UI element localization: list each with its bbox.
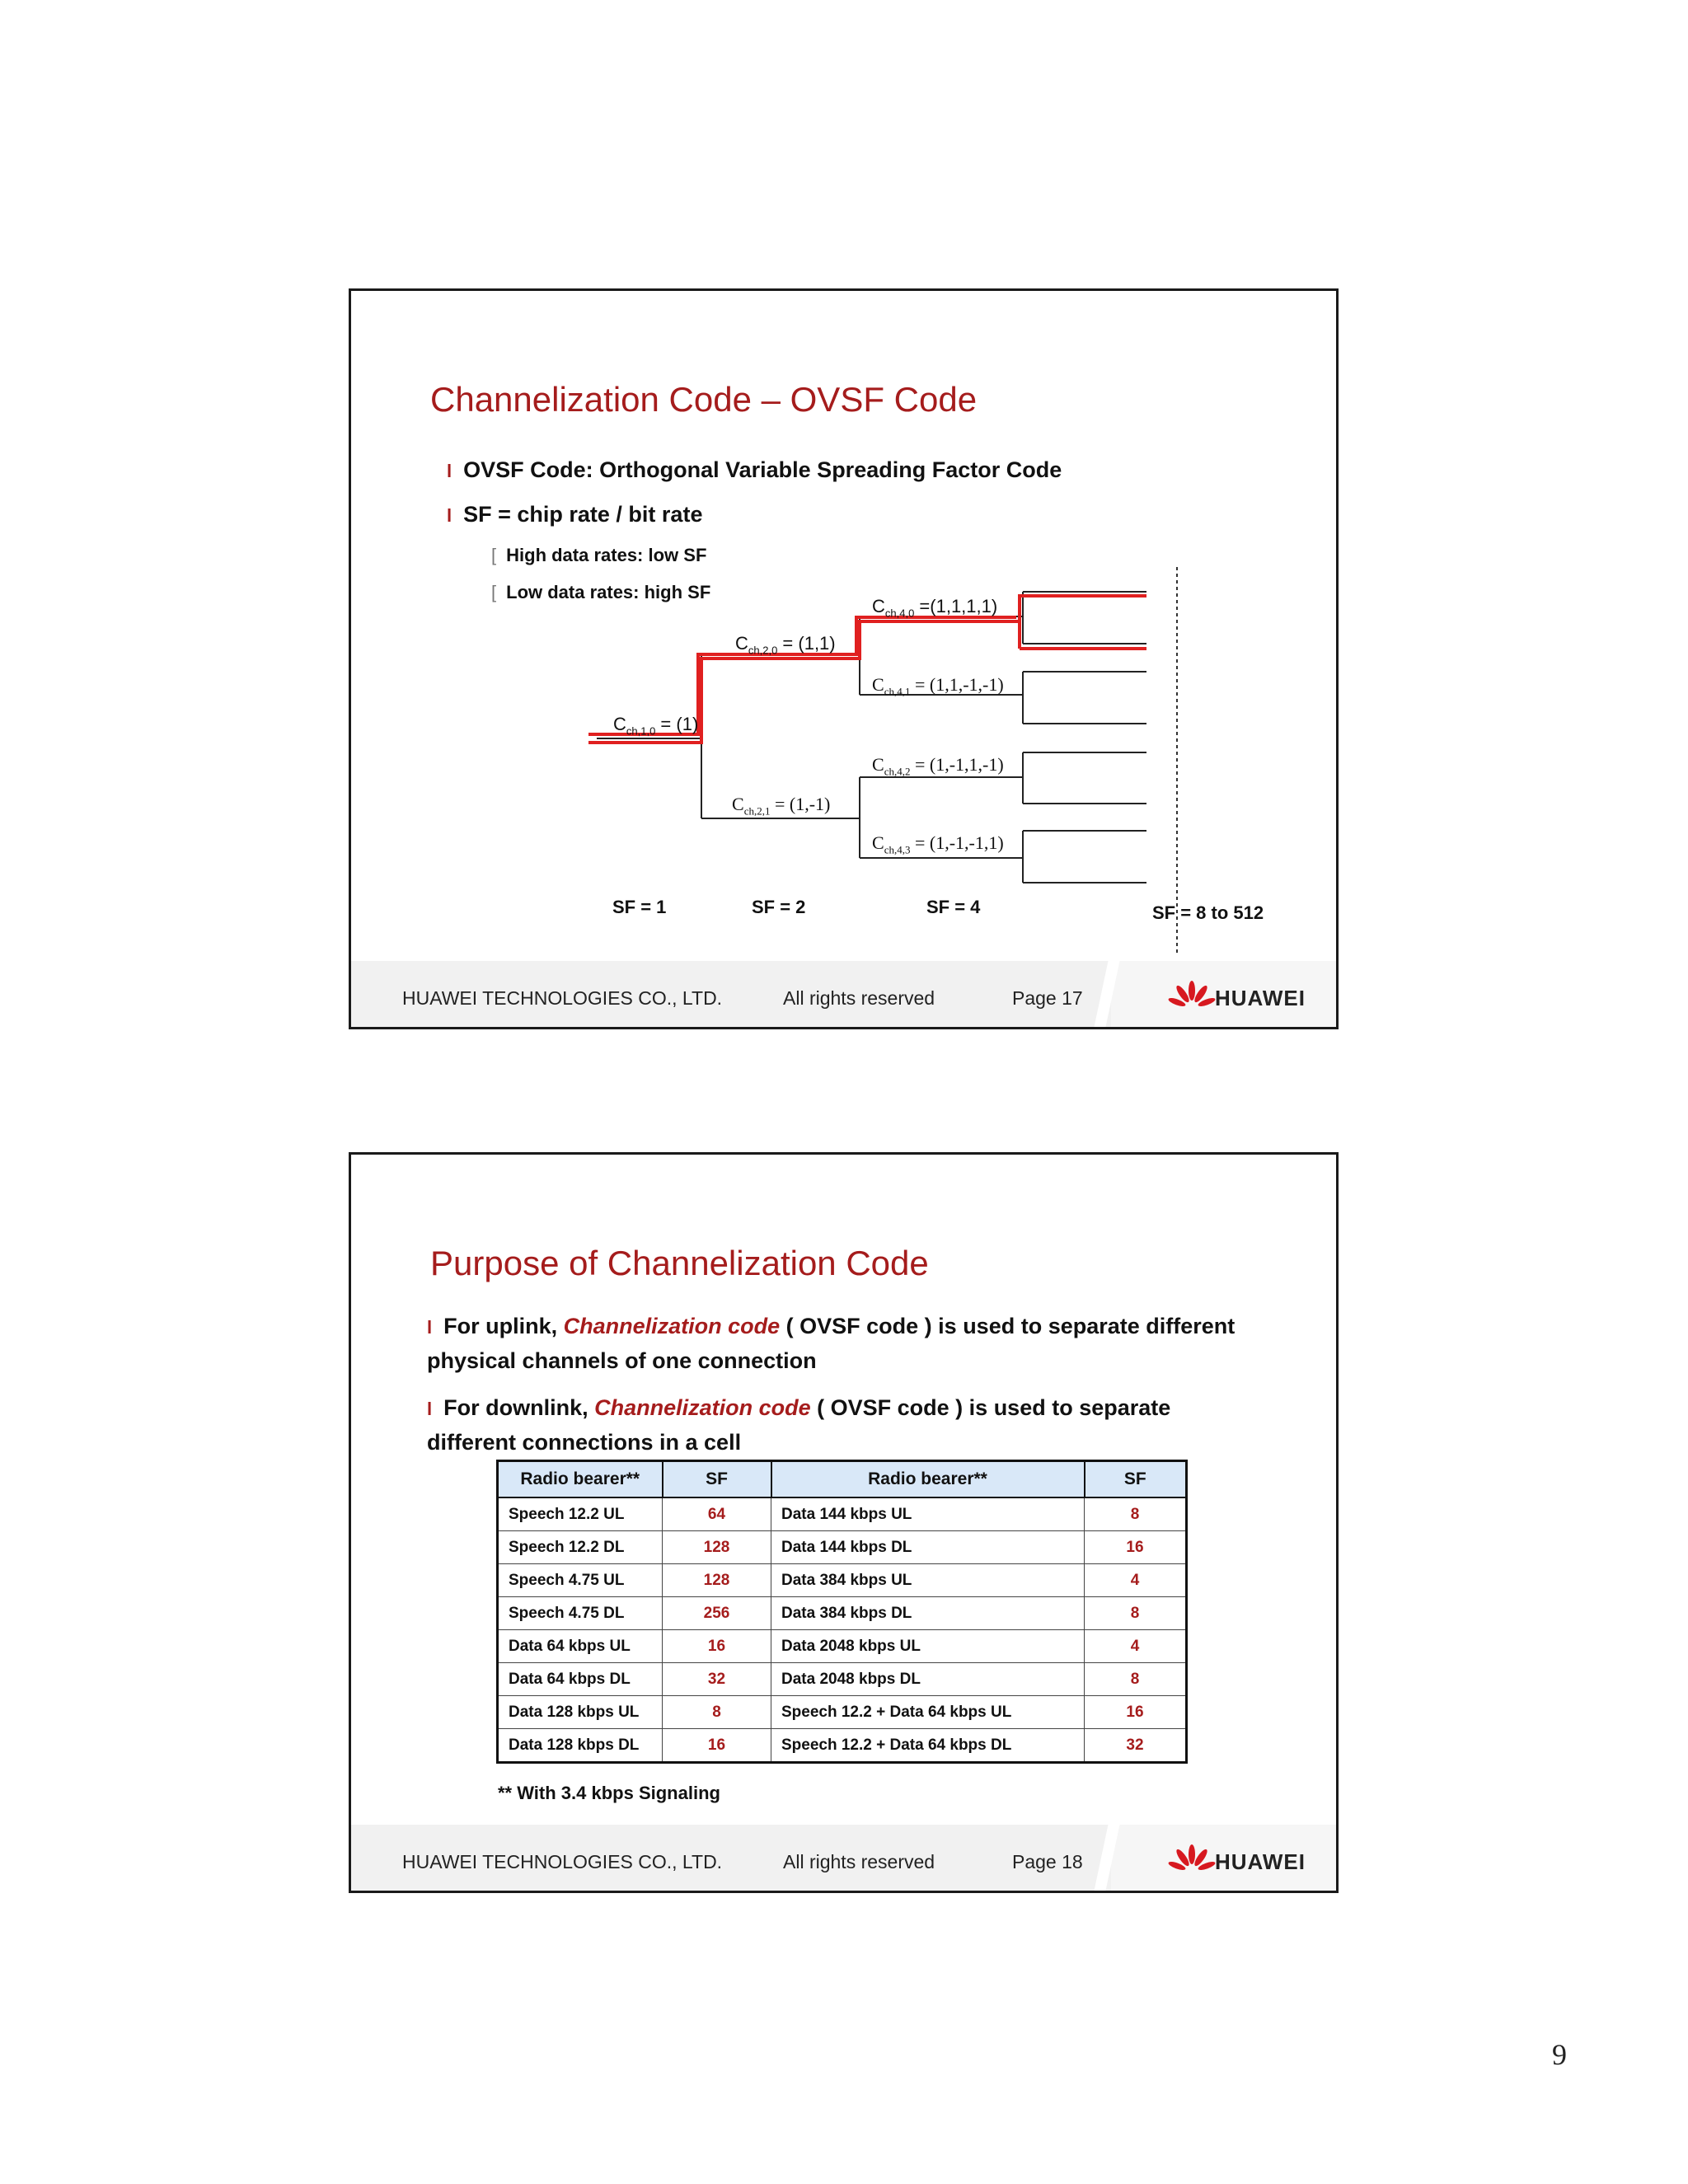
huawei-logo-text: HUAWEI bbox=[1215, 986, 1306, 1010]
para-emphasis: Channelization code bbox=[563, 1314, 781, 1338]
code-c-ch-4-0 bbox=[872, 596, 997, 619]
subbullet-text: High data rates: low SF bbox=[506, 545, 707, 565]
code-c-ch-2-0 bbox=[735, 633, 836, 656]
huawei-petal-logo-icon bbox=[1167, 979, 1217, 1015]
bearer-cell: Speech 4.75 UL bbox=[498, 1564, 663, 1597]
bearer-cell: Speech 12.2 + Data 64 kbps UL bbox=[771, 1696, 1085, 1729]
square-bullet-icon: l bbox=[427, 1399, 433, 1419]
table-row bbox=[498, 1663, 1187, 1696]
sf-label-1: SF = 1 bbox=[612, 897, 667, 917]
huawei-logo-text: HUAWEI bbox=[1215, 1849, 1306, 1874]
bearer-cell: Data 64 kbps UL bbox=[498, 1630, 663, 1663]
code-symbol: C bbox=[872, 832, 884, 853]
code-subscript: ch,4,1 bbox=[884, 685, 911, 698]
sf-cell: 8 bbox=[1085, 1497, 1187, 1531]
radio-bearer-sf-table bbox=[496, 1460, 1188, 1764]
bearer-cell: Speech 12.2 + Data 64 kbps DL bbox=[771, 1729, 1085, 1763]
sf-cell: 8 bbox=[1085, 1663, 1187, 1696]
table-row bbox=[498, 1531, 1187, 1564]
sf-cell: 8 bbox=[1085, 1597, 1187, 1630]
footer-company: HUAWEI TECHNOLOGIES CO., LTD. bbox=[402, 1851, 723, 1872]
sf-label-8-to-512: SF = 8 to 512 bbox=[1152, 902, 1264, 923]
header-radio-bearer: Radio bearer** bbox=[498, 1461, 663, 1498]
code-subscript: ch,4,3 bbox=[884, 843, 911, 856]
code-subscript: ch,2,0 bbox=[748, 644, 778, 657]
ovsf-code-tree bbox=[351, 291, 1336, 967]
bearer-cell: Data 64 kbps DL bbox=[498, 1663, 663, 1696]
header-radio-bearer: Radio bearer** bbox=[771, 1461, 1085, 1498]
code-symbol: C bbox=[735, 633, 748, 654]
code-subscript: ch,2,1 bbox=[743, 804, 771, 818]
bearer-cell: Data 128 kbps DL bbox=[498, 1729, 663, 1763]
footer-page: Page 17 bbox=[1012, 987, 1083, 1009]
code-value: =(1,1,1,1) bbox=[914, 596, 998, 616]
code-value: = (1,1) bbox=[777, 633, 836, 654]
bearer-cell: Data 2048 kbps UL bbox=[771, 1630, 1085, 1663]
code-value: = (1,-1,-1,1) bbox=[910, 832, 1004, 853]
square-bullet-icon: l bbox=[447, 505, 452, 526]
slide-footer bbox=[351, 1825, 1336, 1891]
bearer-cell: Data 2048 kbps DL bbox=[771, 1663, 1085, 1696]
code-value: = (1) bbox=[655, 714, 699, 734]
code-subscript: ch,1,0 bbox=[626, 724, 656, 738]
table-row bbox=[498, 1497, 1187, 1531]
code-c-ch-4-2 bbox=[872, 754, 1004, 778]
bearer-cell: Data 144 kbps UL bbox=[771, 1497, 1085, 1531]
sf-cell: 16 bbox=[663, 1630, 771, 1663]
sf-label-4: SF = 4 bbox=[926, 897, 981, 917]
bearer-cell: Data 384 kbps UL bbox=[771, 1564, 1085, 1597]
bullet-text: SF = chip rate / bit rate bbox=[463, 502, 703, 527]
code-value: = (1,1,-1,-1) bbox=[910, 674, 1004, 695]
sf-cell: 32 bbox=[1085, 1729, 1187, 1763]
code-subscript: ch,4,0 bbox=[884, 607, 915, 620]
slide-18 bbox=[349, 1152, 1339, 1893]
code-symbol: C bbox=[872, 674, 884, 695]
code-value: = (1,-1,1,-1) bbox=[910, 754, 1004, 775]
header-sf: SF bbox=[1085, 1461, 1187, 1498]
header-sf: SF bbox=[663, 1461, 771, 1498]
sf-label-2: SF = 2 bbox=[752, 897, 806, 917]
bracket-bullet-icon: [ bbox=[491, 545, 497, 565]
slide-footer bbox=[351, 961, 1336, 1027]
bearer-cell: Speech 4.75 DL bbox=[498, 1597, 663, 1630]
sf-cell: 16 bbox=[663, 1729, 771, 1763]
bearer-cell: Data 144 kbps DL bbox=[771, 1531, 1085, 1564]
footer-rights: All rights reserved bbox=[783, 1851, 935, 1872]
square-bullet-icon: l bbox=[447, 461, 452, 481]
footer-company: HUAWEI TECHNOLOGIES CO., LTD. bbox=[402, 987, 723, 1009]
sf-cell: 8 bbox=[663, 1696, 771, 1729]
table-row bbox=[498, 1729, 1187, 1763]
downlink-paragraph bbox=[427, 1391, 1251, 1460]
code-symbol: C bbox=[613, 714, 626, 734]
code-c-ch-4-1 bbox=[872, 674, 1004, 698]
sf-cell: 256 bbox=[663, 1597, 771, 1630]
code-symbol: C bbox=[732, 794, 744, 814]
code-symbol: C bbox=[872, 596, 885, 616]
bearer-cell: Data 384 kbps DL bbox=[771, 1597, 1085, 1630]
subbullet-text: Low data rates: high SF bbox=[506, 582, 711, 602]
sf-cell: 4 bbox=[1085, 1630, 1187, 1663]
code-subscript: ch,4,2 bbox=[884, 765, 911, 778]
sf-cell: 16 bbox=[1085, 1696, 1187, 1729]
sf-cell: 64 bbox=[663, 1497, 771, 1531]
huawei-petal-logo-icon bbox=[1167, 1843, 1217, 1879]
bearer-cell: Data 128 kbps UL bbox=[498, 1696, 663, 1729]
code-c-ch-1-0 bbox=[613, 714, 698, 737]
sf-cell: 128 bbox=[663, 1564, 771, 1597]
table-footnote: ** With 3.4 kbps Signaling bbox=[498, 1783, 720, 1803]
slide-17 bbox=[349, 288, 1339, 1029]
code-symbol: C bbox=[872, 754, 884, 775]
code-value: = (1,-1) bbox=[770, 794, 831, 814]
table-row bbox=[498, 1564, 1187, 1597]
uplink-paragraph bbox=[427, 1310, 1251, 1378]
para-rest: ( OVSF code ) is used to separate different physical channels of one connection bbox=[427, 1314, 1236, 1373]
para-rest: ( OVSF code ) is used to separate different connections in a cell bbox=[427, 1395, 1171, 1455]
bearer-cell: Speech 12.2 DL bbox=[498, 1531, 663, 1564]
para-lead: For downlink, bbox=[443, 1395, 595, 1420]
table-row bbox=[498, 1630, 1187, 1663]
code-c-ch-4-3 bbox=[872, 832, 1004, 856]
slide-title: Channelization Code – OVSF Code bbox=[430, 380, 978, 419]
code-c-ch-2-1 bbox=[732, 794, 830, 818]
footer-page: Page 18 bbox=[1012, 1851, 1083, 1872]
sf-cell: 16 bbox=[1085, 1531, 1187, 1564]
slide-title: Purpose of Channelization Code bbox=[430, 1244, 929, 1282]
para-lead: For uplink, bbox=[443, 1314, 564, 1338]
table-header-row bbox=[498, 1461, 1187, 1498]
document-page-number: 9 bbox=[1552, 2038, 1567, 2071]
square-bullet-icon: l bbox=[427, 1317, 433, 1338]
para-emphasis: Channelization code bbox=[594, 1395, 811, 1420]
bearer-cell: Speech 12.2 UL bbox=[498, 1497, 663, 1531]
sf-cell: 32 bbox=[663, 1663, 771, 1696]
footer-rights: All rights reserved bbox=[783, 987, 935, 1009]
sf-cell: 128 bbox=[663, 1531, 771, 1564]
bracket-bullet-icon: [ bbox=[491, 582, 497, 602]
sf-cell: 4 bbox=[1085, 1564, 1187, 1597]
table-row bbox=[498, 1696, 1187, 1729]
bullet-text: OVSF Code: Orthogonal Variable Spreading Factor Code bbox=[463, 457, 1062, 482]
table-row bbox=[498, 1597, 1187, 1630]
